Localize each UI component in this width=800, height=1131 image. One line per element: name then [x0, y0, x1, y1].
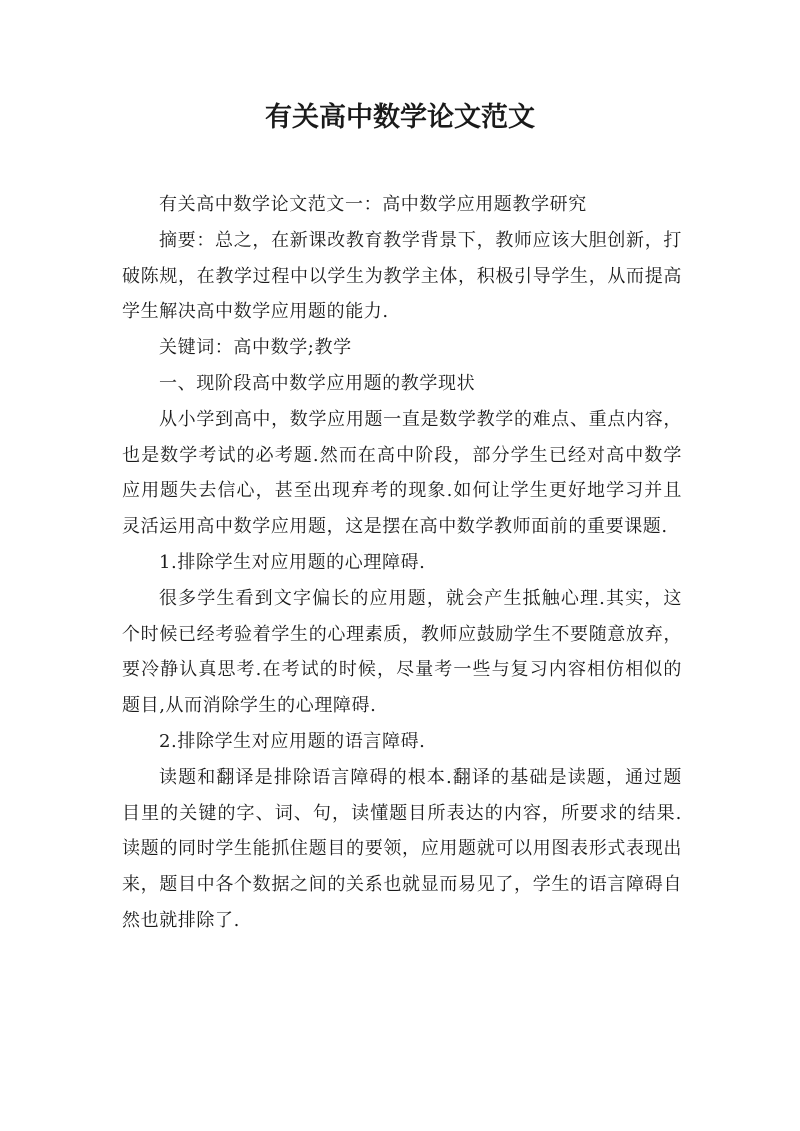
paragraph: 很多学生看到文字偏长的应用题，就会产生抵触心理.其实，这个时候已经考验着学生的心理素质，教师应鼓励学生不要随意放弃，要冷静认真思考.在考试的时候，尽量考一些与复习内容相仿相似的题目,从而消除学生的心理障碍.	[122, 587, 682, 717]
section-heading: 一、现阶段高中数学应用题的教学现状	[159, 372, 476, 394]
document-title: 有关高中数学论文范文	[265, 102, 535, 133]
subsection-heading: 2.排除学生对应用题的语言障碍.	[159, 730, 426, 752]
subsection-heading: 1.排除学生对应用题的心理障碍.	[159, 551, 426, 573]
paragraph: 读题和翻译是排除语言障碍的根本.翻译的基础是读题，通过题目里的关键的字、词、句，读懂题目所表达的内容，所要求的结果.读题的同时学生能抓住题目的要领，应用题就可以用图表形式表现出来，题目中各个数据之间的关系也就显而易见了，学生的语言障碍自然也就排除了.	[122, 766, 682, 931]
paragraph-abstract: 摘要：总之，在新课改教育教学背景下，教师应该大胆创新，打破陈规，在教学过程中以学生为教学主体，积极引导学生，从而提高学生解决高中数学应用题的能力.	[122, 229, 682, 323]
paragraph-keywords: 关键词：高中数学;教学	[159, 337, 352, 359]
paragraph: 从小学到高中，数学应用题一直是数学教学的难点、重点内容，也是数学考试的必考题.然而在高中阶段，部分学生已经对高中数学应用题失去信心，甚至出现弃考的现象.如何让学生更好地学习并且灵活运用高中数学应用题，这是摆在高中数学教师面前的重要课题.	[122, 408, 682, 538]
document-body	[122, 187, 682, 939]
paragraph-subtitle: 有关高中数学论文范文一：高中数学应用题教学研究	[159, 194, 587, 215]
